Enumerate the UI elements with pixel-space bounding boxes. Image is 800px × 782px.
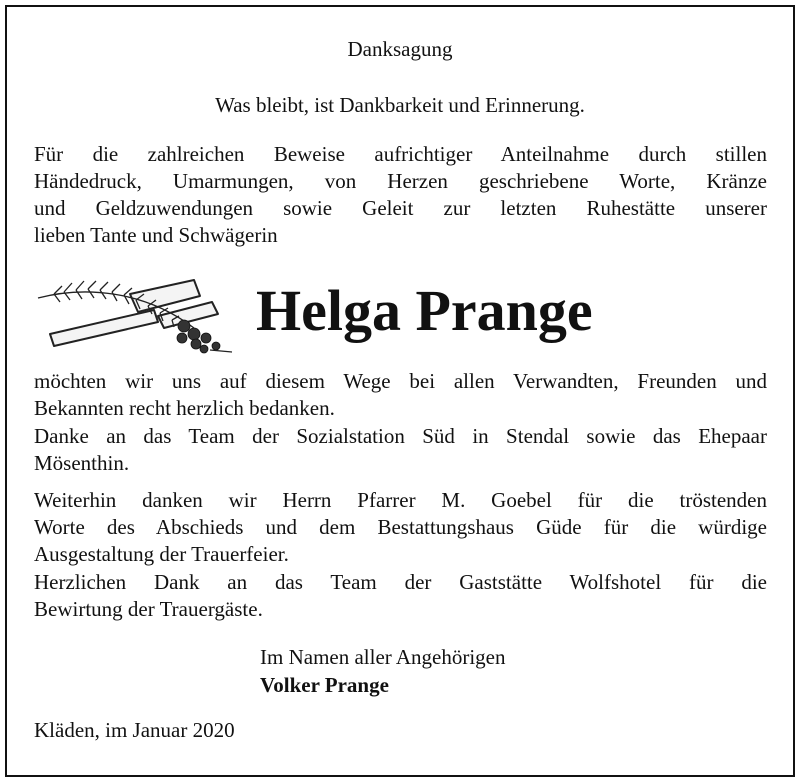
- body-line-9: Bewirtung der Trauergäste.: [34, 597, 263, 621]
- intro-line-3: und Geldzuwendungen sowie Geleit zur letzten Ruhestätte unserer: [34, 196, 767, 220]
- body-line-6: Worte des Abschieds und dem Bestattungshaus Güde für die würdige: [34, 515, 767, 539]
- body-line-1: möchten wir uns auf diesem Wege bei allen Verwandten, Freunden und: [34, 369, 767, 393]
- motto: Was bleibt, ist Dankbarkeit und Erinnerung.: [215, 93, 585, 117]
- intro-line-2: Händedruck, Umarmungen, von Herzen geschriebene Worte, Kränze: [34, 169, 767, 193]
- heading: Danksagung: [347, 37, 453, 61]
- body-line-7: Ausgestaltung der Trauerfeier.: [34, 542, 289, 566]
- place-date: Kläden, im Januar 2020: [34, 718, 235, 742]
- body-line-8: Herzlichen Dank an das Team der Gaststätte Wolfshotel für die: [34, 570, 767, 594]
- body-line-2: Bekannten recht herzlich bedanken.: [34, 396, 335, 420]
- signature-name: Volker Prange: [260, 673, 389, 697]
- deceased-name: Helga Prange: [256, 278, 593, 343]
- signature-line-1: Im Namen aller Angehörigen: [260, 645, 506, 669]
- cross-with-palm-icon: [34, 276, 234, 356]
- body-line-4: Mösenthin.: [34, 451, 130, 475]
- body-line-3: Danke an das Team der Sozialstation Süd in Stendal sowie das Ehepaar: [34, 424, 767, 448]
- intro-line-4: lieben Tante und Schwägerin: [34, 223, 278, 247]
- intro-line-1: Für die zahlreichen Beweise aufrichtiger Anteilnahme durch stillen: [34, 142, 767, 166]
- body-line-5: Weiterhin danken wir Herrn Pfarrer M. Goebel für die tröstenden: [34, 488, 767, 512]
